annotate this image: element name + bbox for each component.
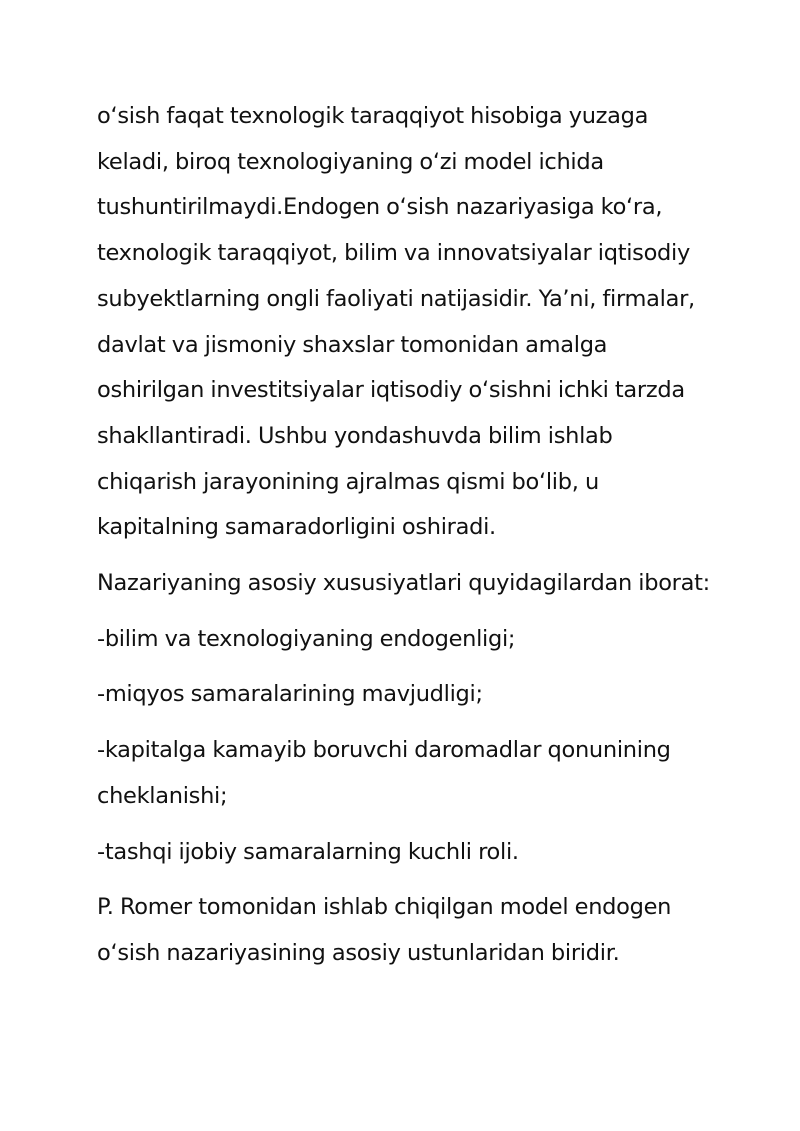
body-paragraph: o‘sish faqat texnologik taraqqiyot hisobiga yuzaga keladi, biroq texnologiyaning o‘zi model ichida tushuntirilmaydi.Endogen o‘sish nazariyasiga ko‘ra, texnologik taraqqiyot, bilim va innovatsiyalar iqtisodiy subyektlarning ongli faoliyati natijasidir. Ya’ni, firmalar, davlat va jismoniy shaxslar tomonidan amalga oshirilgan investitsiyalar iqtisodiy o‘sishni ichki tarzda shakllantiradi. Ushbu yondashuvda bilim ishlab chiqarish jarayonining ajralmas qismi bo‘lib, u kapitalning samaradorligini oshiradi.: [97, 103, 695, 541]
list-item: -tashqi ijobiy samaralarning kuchli roli.: [97, 838, 519, 865]
body-paragraph: Nazariyaning asosiy xususiyatlari quyidagilardan iborat:: [97, 570, 710, 597]
document-page: [97, 94, 717, 987]
feature-list: [97, 617, 717, 876]
list-item: -kapitalga kamayib boruvchi daromadlar qonunining cheklanishi;: [97, 737, 671, 809]
list-item: -miqyos samaralarining mavjudligi;: [97, 681, 483, 708]
body-paragraph: P. Romer tomonidan ishlab chiqilgan model endogen o‘sish nazariyasining asosiy ustunlaridan biridir.: [97, 894, 672, 966]
list-item: -bilim va texnologiyaning endogenligi;: [97, 625, 516, 652]
